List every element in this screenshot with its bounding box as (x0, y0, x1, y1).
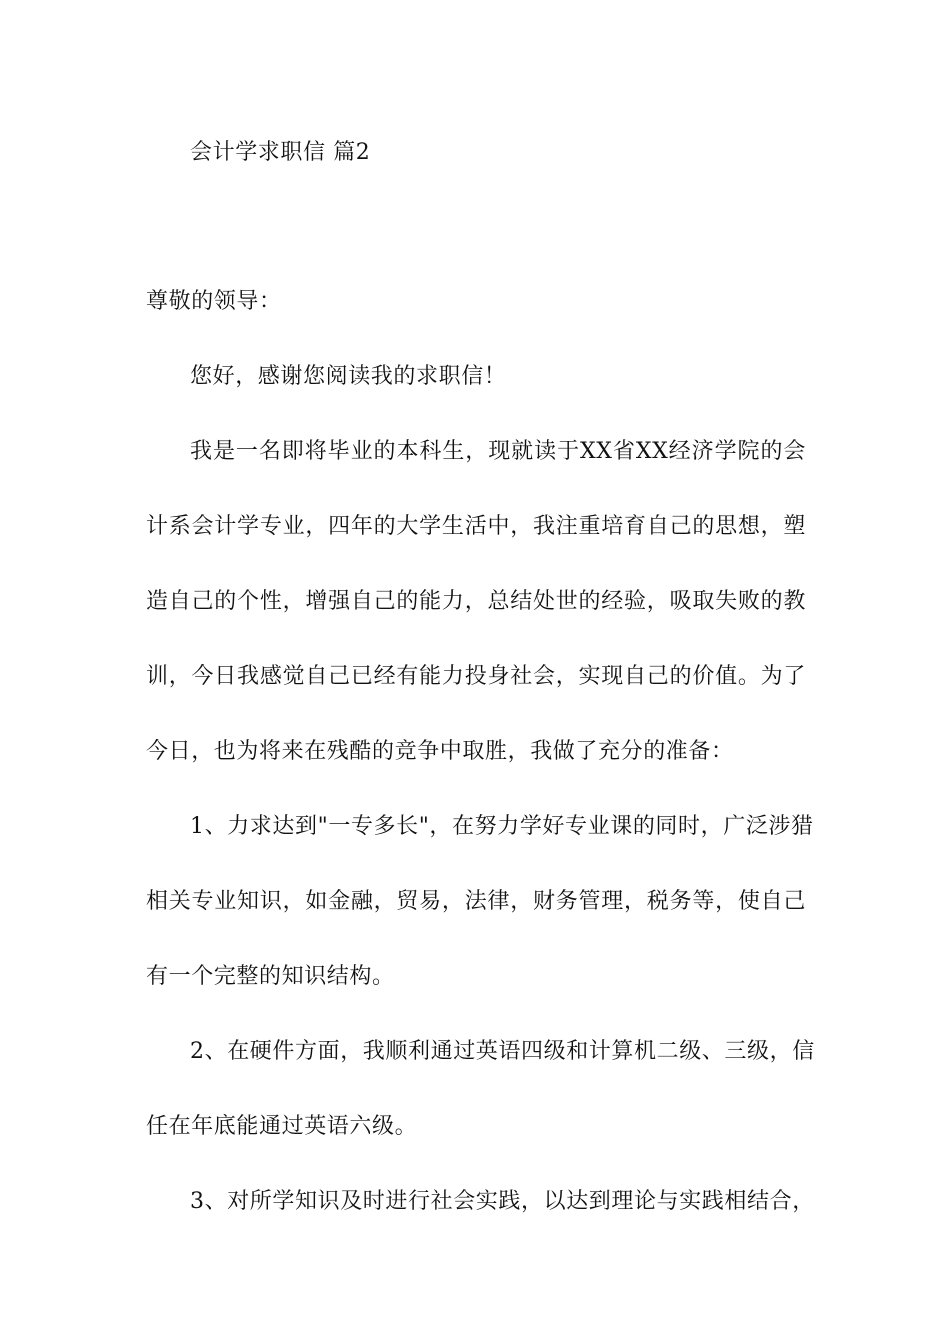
body-line: 我是一名即将毕业的本科生，现就读于XX省XX经济学院的会 (190, 439, 806, 464)
list-item-1-line: 相关专业知识，如金融，贸易，法律，财务管理，税务等，使自己 (146, 889, 806, 914)
list-item-3-line: 3、对所学知识及时进行社会实践，以达到理论与实践相结合， (190, 1189, 815, 1214)
body-line: 今日，也为将来在残酷的竞争中取胜，我做了充分的准备： (146, 739, 734, 764)
list-item-2-line: 任在年底能通过英语六级。 (146, 1114, 418, 1139)
list-item-2-line: 2、在硬件方面，我顺利通过英语四级和计算机二级、三级，信 (190, 1039, 815, 1064)
body-line: 训，今日我感觉自己已经有能力投身社会，实现自己的价值。为了 (146, 664, 806, 689)
body-line: 计系会计学专业，四年的大学生活中，我注重培育自己的思想，塑 (146, 514, 806, 539)
list-item-1-line: 1、力求达到"一专多长"，在努力学好专业课的同时，广泛涉猎 (190, 814, 814, 839)
body-line: 造自己的个性，增强自己的能力，总结处世的经验，吸取失败的教 (146, 589, 806, 614)
greeting: 您好，感谢您阅读我的求职信！ (190, 364, 507, 389)
document-title: 会计学求职信 篇2 (190, 140, 371, 165)
list-item-1-line: 有一个完整的知识结构。 (146, 964, 395, 989)
salutation: 尊敬的领导： (146, 289, 282, 314)
